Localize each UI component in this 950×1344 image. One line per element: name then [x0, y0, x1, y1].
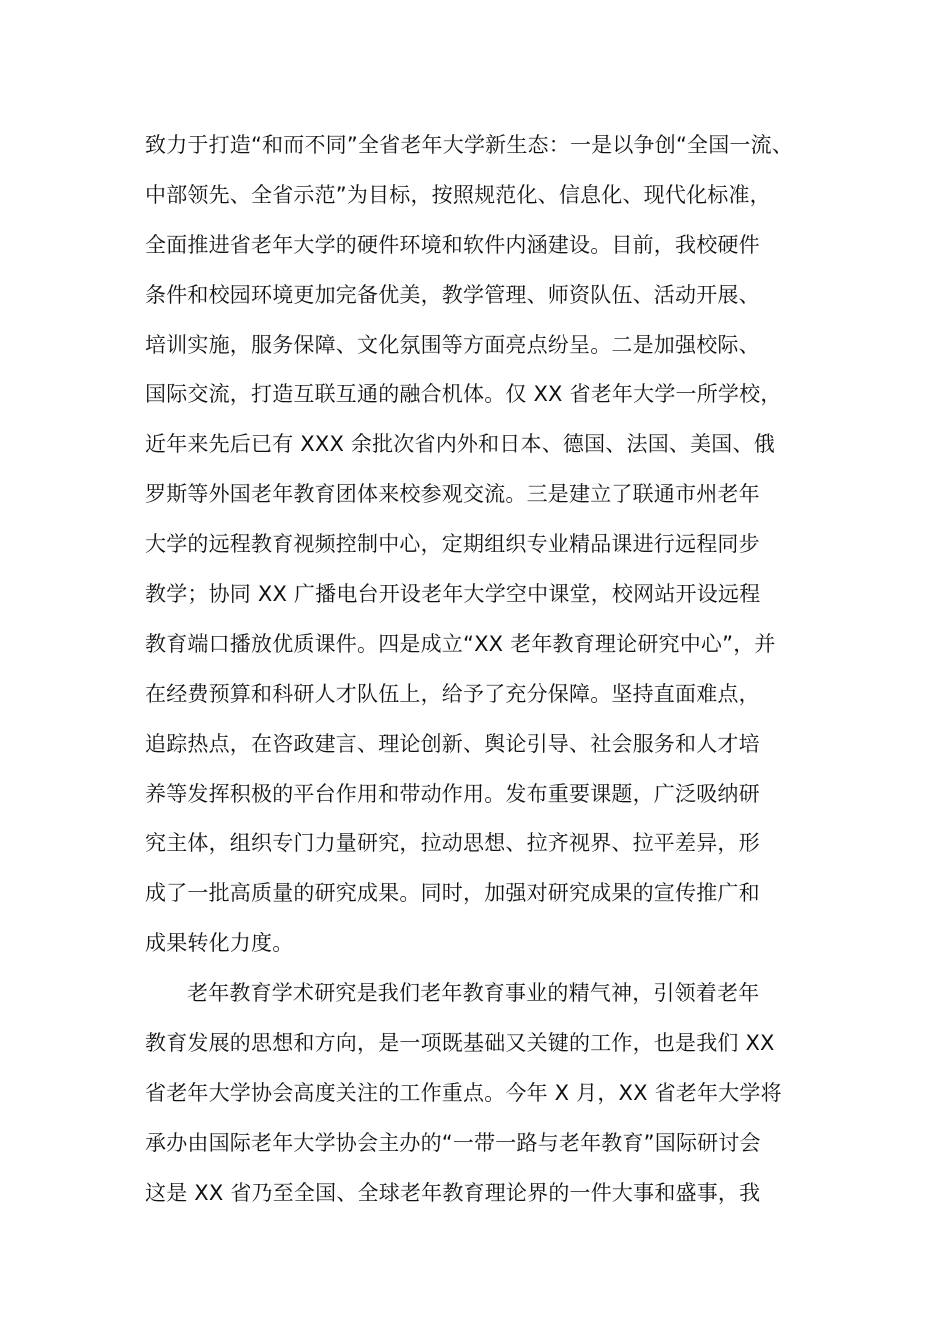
- text-line: 致力于打造“和而不同”全省老年大学新生态：一是以争创“全国一流、: [145, 133, 794, 157]
- document-body: [145, 121, 835, 1219]
- text-line: 教育端口播放优质课件。四是成立“XX 老年教育理论研究中心”，并: [145, 631, 776, 656]
- text-line: 养等发挥积极的平台作用和带动作用。发布重要课题，广泛吸纳研: [145, 781, 760, 806]
- text-line: 究主体，组织专门力量研究，拉动思想、拉齐视界、拉平差异，形: [145, 831, 760, 856]
- paragraph-2: [145, 969, 835, 1218]
- text-line: 近年来先后已有 XXX 余批次省内外和日本、德国、法国、美国、俄: [145, 432, 775, 457]
- text-line: 成了一批高质量的研究成果。同时，加强对研究成果的宣传推广和: [145, 881, 760, 906]
- text-line: 追踪热点，在咨政建言、理论创新、舆论引导、社会服务和人才培: [145, 731, 760, 756]
- paragraph-1: [145, 121, 835, 969]
- text-line: 教学；协同 XX 广播电台开设老年大学空中课堂，校网站开设远程: [145, 582, 761, 607]
- text-line: 教育发展的思想和方向，是一项既基础又关键的工作，也是我们 XX: [145, 1031, 775, 1056]
- text-line: 承办由国际老年大学协会主办的“一带一路与老年教育”国际研讨会: [145, 1130, 761, 1155]
- text-line: 中部领先、全省示范”为目标，按照规范化、信息化、现代化标准，: [145, 182, 771, 207]
- text-line: 大学的远程教育视频控制中心，定期组织专业精品课进行远程同步: [145, 532, 760, 557]
- text-line: 国际交流，打造互联互通的融合机体。仅 XX 省老年大学一所学校，: [145, 382, 782, 407]
- text-line: 罗斯等外国老年教育团体来校参观交流。三是建立了联通市州老年: [145, 482, 760, 507]
- text-line: 条件和校园环境更加完备优美，教学管理、师资队伍、活动开展、: [145, 282, 760, 307]
- text-line: 全面推进省老年大学的硬件环境和软件内涵建设。目前，我校硬件: [145, 232, 760, 257]
- text-line: 省老年大学协会高度关注的工作重点。今年 X 月，XX 省老年大学将: [145, 1080, 782, 1105]
- text-line: 在经费预算和科研人才队伍上，给予了充分保障。坚持直面难点，: [145, 681, 760, 706]
- text-line: 培训实施，服务保障、文化氛围等方面亮点纷呈。二是加强校际、: [145, 332, 760, 357]
- text-line: 成果转化力度。: [145, 931, 294, 956]
- text-line: 老年教育学术研究是我们老年教育事业的精气神，引领着老年: [187, 981, 760, 1006]
- text-line: 这是 XX 省乃至全国、全球老年教育理论界的一件大事和盛事，我: [145, 1180, 761, 1205]
